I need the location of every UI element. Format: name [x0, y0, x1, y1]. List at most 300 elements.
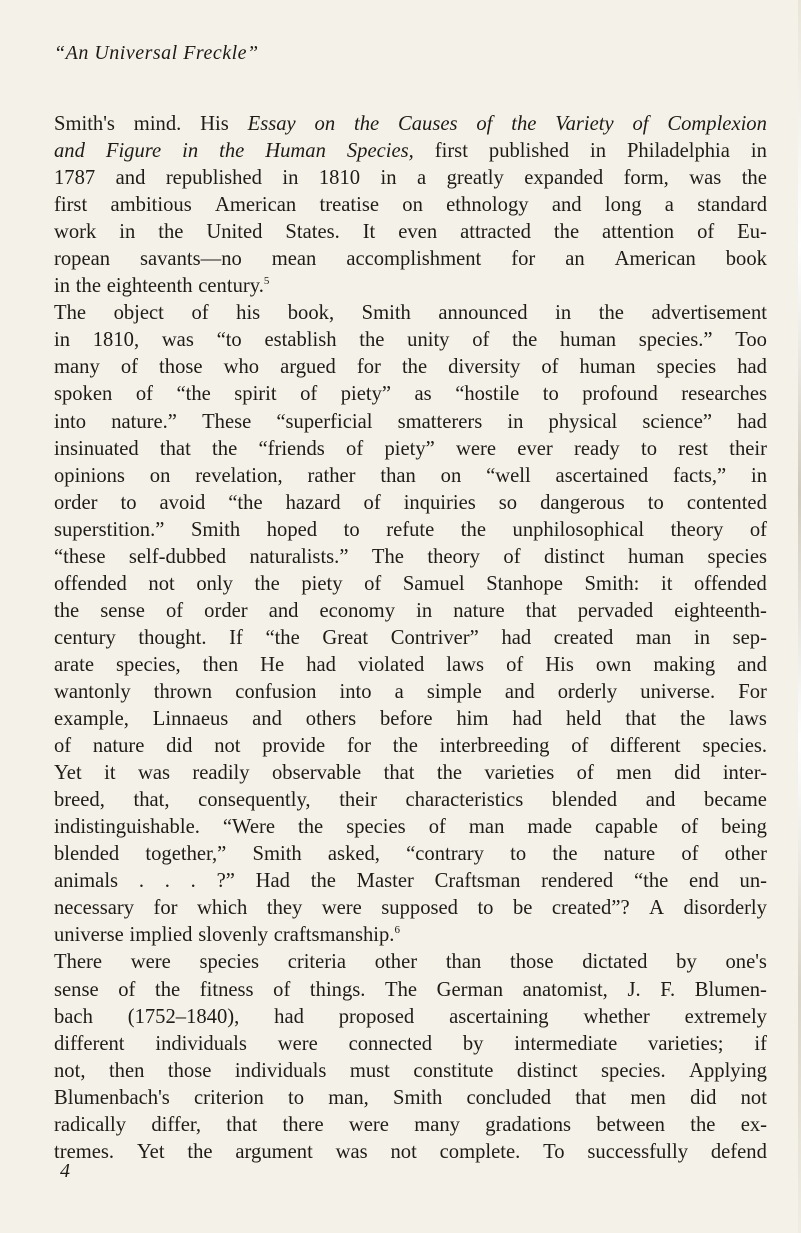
word: had [737, 356, 767, 379]
word: F. [660, 978, 676, 1001]
word: man [635, 626, 672, 649]
word: was [689, 167, 722, 190]
word: revelation, [195, 464, 283, 487]
word: Eu- [737, 221, 767, 244]
text-line [54, 922, 767, 949]
word: before [379, 708, 433, 731]
word: were [277, 1032, 318, 1055]
word: the [598, 302, 624, 325]
word: a [664, 194, 674, 217]
word: object [113, 302, 164, 325]
word: his [236, 302, 261, 325]
text-line [54, 977, 767, 1004]
word: science” [642, 410, 713, 433]
word: His [200, 113, 229, 135]
word: rendered [541, 870, 614, 893]
word: making [653, 653, 716, 676]
word: were [130, 951, 171, 974]
word: to [343, 518, 360, 541]
word: rest [678, 437, 708, 460]
word: of [120, 356, 138, 379]
word: of [364, 572, 382, 595]
word: of [118, 978, 136, 1001]
word: on [402, 194, 423, 217]
word: so [498, 491, 518, 514]
word: laws [446, 653, 485, 676]
word: of [191, 302, 209, 325]
text-line [54, 868, 767, 895]
text-line [54, 733, 767, 760]
word: those [159, 356, 203, 379]
word: species [346, 816, 406, 839]
word: hoped [266, 518, 318, 541]
word: being [721, 816, 767, 839]
word: of [165, 599, 184, 622]
word: of [54, 735, 72, 758]
word: Applying [689, 1059, 767, 1082]
word: Yet [136, 1140, 165, 1163]
running-head: “An Universal Freckle” [54, 42, 259, 64]
word: of [273, 978, 291, 1001]
word: to [647, 491, 664, 514]
word: Linnaeus [152, 708, 229, 731]
word: sense [54, 978, 99, 1001]
word: the [187, 1140, 213, 1163]
word: dangerous [540, 491, 625, 514]
word: that [226, 1113, 258, 1136]
word: of [541, 356, 559, 379]
word: on [440, 464, 462, 487]
word: even [398, 221, 438, 244]
word: consequently, [198, 789, 311, 812]
text-line [54, 598, 767, 625]
word: Variety [555, 113, 614, 135]
word: there [282, 1113, 324, 1136]
word: human [559, 329, 617, 352]
word: inter- [722, 762, 767, 785]
word: implied [129, 924, 193, 947]
text-line [54, 625, 767, 652]
text-line [54, 706, 767, 733]
word: other [724, 843, 767, 866]
word: republished [165, 167, 262, 190]
word: individuals [234, 1059, 327, 1082]
word: thought. [138, 626, 207, 649]
word: not, [54, 1059, 86, 1082]
word: for [153, 897, 178, 920]
word: Smith [252, 843, 302, 866]
word: those [510, 951, 554, 974]
word: extremely [684, 1005, 767, 1028]
word: had [274, 1005, 304, 1028]
word: advertisement [651, 302, 767, 325]
word: His [545, 653, 574, 676]
word: ethnology [446, 194, 529, 217]
word: animals [54, 870, 119, 893]
word: criterion [194, 1086, 264, 1109]
text-line [54, 463, 767, 490]
word: had [501, 626, 532, 649]
word: nature [603, 843, 656, 866]
word: that [159, 437, 191, 460]
word: and [504, 680, 535, 703]
word: confusion [235, 680, 317, 703]
word: Too [735, 329, 767, 352]
word: not [390, 1140, 417, 1163]
word: the [401, 356, 428, 379]
word: disorderly [683, 897, 767, 920]
footnote-marker: 6 [394, 924, 400, 937]
word: “contrary [406, 843, 484, 866]
word: on [314, 113, 336, 135]
word: theory [670, 518, 724, 541]
word: order [204, 599, 248, 622]
word: created [553, 626, 614, 649]
word: in [119, 221, 136, 244]
word: to [640, 437, 657, 460]
word: their [339, 789, 377, 812]
word: differ, [151, 1113, 202, 1136]
word: and [54, 140, 85, 163]
word: for [346, 735, 371, 758]
word: did [166, 735, 193, 758]
word: as [414, 383, 432, 406]
word: Master [356, 870, 414, 893]
word: together,” [145, 843, 227, 866]
word: of [428, 816, 446, 839]
word: concluded [466, 1086, 552, 1109]
text-line [54, 1139, 767, 1166]
word: those [167, 1059, 212, 1082]
word: announced [438, 302, 528, 325]
word: Smith [361, 302, 411, 325]
word: in [282, 167, 299, 190]
word: Craftsman [434, 870, 521, 893]
text-line [54, 652, 767, 679]
word: gradations [485, 1113, 572, 1136]
word: one's [725, 951, 767, 974]
word: form, [623, 167, 669, 190]
word: offended [694, 572, 767, 595]
word: between [596, 1113, 665, 1136]
word: He [260, 653, 285, 676]
word: were [348, 1113, 389, 1136]
word: “superficial [276, 410, 373, 433]
text-line [54, 409, 767, 436]
word: if [754, 1032, 767, 1055]
word: “hostile [455, 383, 520, 406]
word: Had [255, 870, 290, 893]
word: eighteenth [106, 275, 193, 298]
word: greatly [446, 167, 504, 190]
word: un- [739, 870, 767, 893]
word: man [468, 816, 505, 839]
word: a [394, 680, 404, 703]
word: work [54, 221, 97, 244]
word: century [54, 626, 116, 649]
word: ever [517, 437, 553, 460]
word: individuals [155, 1032, 247, 1055]
word: These [202, 410, 252, 433]
word: self-dubbed [128, 545, 227, 568]
word: an [565, 248, 585, 271]
word: the [741, 167, 767, 190]
word: “these [54, 545, 106, 568]
word: capable [595, 816, 658, 839]
word: order [54, 491, 98, 514]
word: men [630, 1086, 666, 1109]
word: created”? [551, 897, 630, 920]
word: and [115, 167, 146, 190]
word: became [704, 789, 767, 812]
word: arate [54, 653, 95, 676]
word: of [680, 816, 699, 839]
word: distinct [543, 545, 605, 568]
word: of [632, 113, 649, 135]
word: many [414, 1113, 460, 1136]
text-line [54, 544, 767, 571]
word: whether [583, 1005, 650, 1028]
word: had [737, 410, 767, 433]
word: defend [710, 1140, 767, 1163]
word: in [54, 329, 71, 352]
word: contented [686, 491, 767, 514]
word: unity [407, 329, 450, 352]
word: of [576, 762, 594, 785]
word: “the [228, 491, 263, 514]
text-line [54, 949, 767, 976]
word: did [674, 762, 701, 785]
word: in [750, 464, 767, 487]
word: Essay [247, 113, 296, 135]
word: on [149, 464, 171, 487]
word: species. [702, 735, 767, 758]
word: wantonly [54, 680, 131, 703]
text-line [54, 327, 767, 354]
word: book, [287, 302, 335, 325]
word: century.$^5$ [198, 275, 270, 298]
word: violated [357, 653, 425, 676]
word: be [512, 897, 533, 920]
word: slovenly [198, 924, 269, 947]
word: and [252, 708, 282, 731]
word: into [54, 410, 87, 433]
word: not [740, 1086, 767, 1109]
word: the [680, 708, 706, 731]
word: to [510, 843, 527, 866]
word: ascertained [555, 464, 649, 487]
text-line [54, 895, 767, 922]
word: accomplishment [346, 248, 482, 271]
word: many [54, 356, 100, 379]
word: standard [697, 194, 767, 217]
text-line [54, 111, 767, 138]
word: the [75, 275, 101, 298]
word: hazard [285, 491, 341, 514]
word: then [108, 1059, 145, 1082]
word: “the [265, 626, 300, 649]
word: rather [307, 464, 356, 487]
word: 1810 [318, 167, 361, 190]
word: than [445, 951, 482, 974]
text-line [54, 760, 767, 787]
word: species.” [638, 329, 713, 352]
word: first [434, 140, 468, 163]
word: who [223, 356, 260, 379]
footnote-marker: 5 [263, 275, 270, 288]
word: insinuated [54, 437, 139, 460]
word: proposed [338, 1005, 415, 1028]
word: “well [486, 464, 531, 487]
word: Yet [54, 762, 82, 785]
word: him [456, 708, 489, 731]
word: the [690, 1113, 716, 1136]
text-line [54, 571, 767, 598]
word: tremes. [54, 1140, 115, 1163]
word: Blumen- [694, 978, 767, 1001]
word: their [729, 437, 767, 460]
text-line [54, 246, 767, 273]
word: species. [601, 1059, 666, 1082]
word: the [154, 978, 181, 1001]
word: to [120, 491, 137, 514]
word: blended [551, 789, 618, 812]
text-line [54, 354, 767, 381]
word: superstition.” [54, 518, 165, 541]
word: A [649, 897, 664, 920]
word: eighteenth- [674, 599, 767, 622]
word: had [512, 708, 543, 731]
word: and [737, 653, 767, 676]
word: nature.” [111, 410, 177, 433]
word: blended [54, 843, 120, 866]
word: men [616, 762, 652, 785]
word: it [661, 572, 673, 595]
word: expanded [524, 167, 604, 190]
word: that [575, 1086, 607, 1109]
word: J. [627, 978, 641, 1001]
text-line [54, 1112, 767, 1139]
word: than [380, 464, 416, 487]
word: was [161, 329, 194, 352]
word: . [138, 870, 144, 893]
word: readily [192, 762, 250, 785]
word: for [511, 248, 536, 271]
word: indistinguishable. [54, 816, 200, 839]
word: (1752–1840), [127, 1005, 240, 1028]
word: Smith [393, 1086, 443, 1109]
word: they [266, 897, 303, 920]
word: for [356, 356, 381, 379]
word: species [199, 951, 259, 974]
word: into [339, 680, 372, 703]
word: Stanhope [486, 572, 563, 595]
word: Philadelphia [626, 140, 730, 163]
word: ex- [740, 1113, 767, 1136]
word: Smith [190, 518, 241, 541]
word: It [362, 221, 376, 244]
word: first [54, 194, 88, 217]
text-line [54, 300, 767, 327]
word: provide [262, 735, 326, 758]
word: criteria [287, 951, 347, 974]
word: intermediate [514, 1032, 618, 1055]
word: Complexion [667, 113, 767, 135]
word: to [542, 383, 559, 406]
word: The [371, 545, 404, 568]
word: universe [54, 924, 124, 947]
word: spirit [234, 383, 277, 406]
word: American [215, 194, 297, 217]
word: in [750, 140, 767, 163]
word: asked, [327, 843, 380, 866]
word: inquiries [403, 491, 476, 514]
word: avoid [159, 491, 206, 514]
word: published [488, 140, 569, 163]
word: Contriver” [390, 626, 479, 649]
text-line [54, 1058, 767, 1085]
page-number: 4 [60, 1160, 70, 1182]
word: that, [133, 789, 170, 812]
word: . [190, 870, 196, 893]
word: savants—no [139, 248, 242, 271]
word: mind. [133, 113, 182, 135]
word: by [462, 1032, 484, 1055]
word: made [527, 816, 573, 839]
word: piety [301, 572, 343, 595]
word: “to [216, 329, 242, 352]
word: had [306, 653, 336, 676]
word: in [693, 626, 710, 649]
text-line [54, 1004, 767, 1031]
word: economy [319, 599, 396, 622]
body-text [54, 111, 767, 1166]
word: were [456, 437, 497, 460]
word: by [676, 951, 697, 974]
word: in [54, 275, 71, 298]
word: book [725, 248, 767, 271]
word: connected [348, 1032, 433, 1055]
word: laws [729, 708, 767, 731]
word: of [506, 653, 524, 676]
word: theory [427, 545, 480, 568]
word: to [287, 1086, 305, 1109]
word: were [321, 897, 362, 920]
word: argued [280, 356, 336, 379]
word: unphilosophical [512, 518, 645, 541]
word: orderly [557, 680, 618, 703]
word: end [689, 870, 719, 893]
word: that [525, 599, 557, 622]
word: States. [285, 221, 340, 244]
word: the [512, 329, 538, 352]
text-line [54, 192, 767, 219]
text-line [54, 381, 767, 408]
word: human [628, 545, 685, 568]
word: example, [54, 708, 129, 731]
word: smatterers [397, 410, 483, 433]
word: nature [453, 599, 505, 622]
word: To [543, 1140, 565, 1163]
text-line [54, 490, 767, 517]
word: that [625, 708, 657, 731]
word: offended [54, 572, 127, 595]
word: For [738, 680, 767, 703]
word: Samuel [402, 572, 465, 595]
word: pervaded [577, 599, 654, 622]
word: and [551, 194, 582, 217]
text-line [54, 787, 767, 814]
